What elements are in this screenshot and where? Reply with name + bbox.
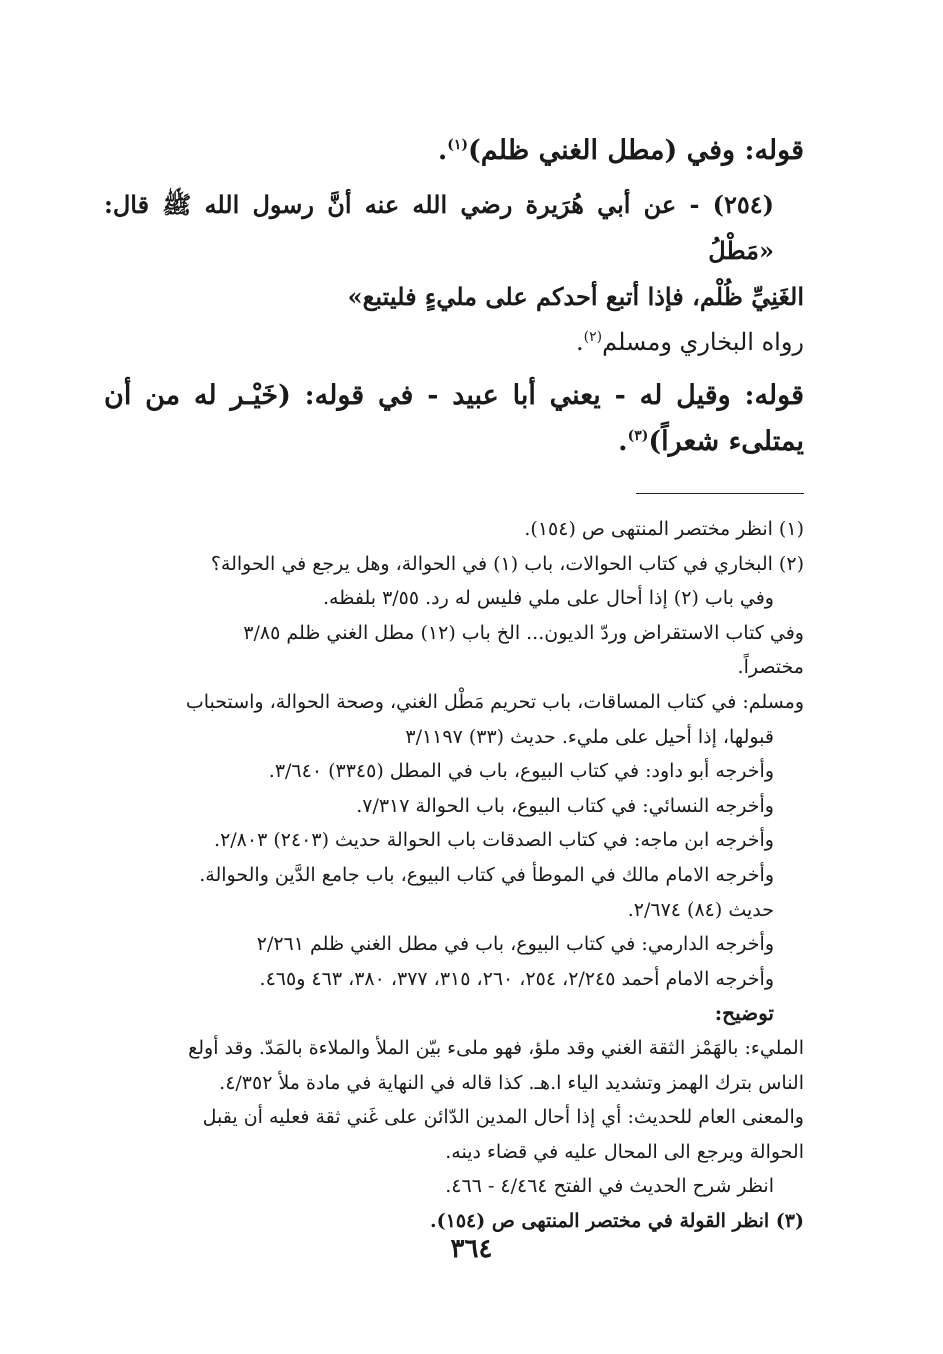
footnote-line: توضيح: xyxy=(714,1001,774,1026)
footnote-line: وأخرجه النسائي: في كتاب البيوع، باب الحوالة ٧/٣١٧. xyxy=(356,794,774,817)
footnote-line: الحوالة ويرجع الى المحال عليه في قضاء دينه. xyxy=(445,1140,804,1163)
heading-2-line-1-text: قوله: وقيل له - يعني أبا عبيد - في قوله: (خَيْـر له من أن xyxy=(104,380,804,411)
hadith-source-text: رواه البخاري ومسلم xyxy=(602,328,804,356)
footnote-line: (١) انظر مختصر المنتهى ص (١٥٤). xyxy=(524,518,804,540)
heading-abu-ubaid-line-1 xyxy=(104,373,804,419)
footnote-line: انظر شرح الحديث في الفتح ٤/٤٦٤ - ٤٦٦. xyxy=(445,1175,774,1198)
hadith-source-end: . xyxy=(576,328,584,356)
footnote-ref-1: (١) xyxy=(447,137,469,153)
footnote-line: الناس بترك الهمز وتشديد الياء ا.هـ. كذا قاله في النهاية في مادة ملأ ٤/٣٥٢. xyxy=(219,1071,804,1094)
footnote-line: (٢) البخاري في كتاب الحوالات، باب (١) في الحوالة، وهل يرجع في الحوالة؟ xyxy=(210,552,804,575)
footnote-ref-2: (٢) xyxy=(583,329,603,345)
heading-2-line-2-text: يمتلىء شعراً) xyxy=(648,426,804,457)
footnote-line: وأخرجه أبو داود: في كتاب البيوع، باب في المطل (٣٣٤٥) ٣/٦٤٠. xyxy=(268,760,774,783)
heading-1-end: . xyxy=(437,135,448,166)
hadith-source xyxy=(104,320,804,365)
hadith-line-2-text: الغَنِيِّ ظُلْم، فإذا أتبع أحدكم على مليءٍ فليتبع» xyxy=(347,282,804,311)
footnote-line: وفي كتاب الاستقراض وردّ الديون... الخ باب (١٢) مطل الغني ظلم ٣/٨٥ xyxy=(243,621,804,644)
footnote-line: حديث (٨٤) ٢/٦٧٤. xyxy=(627,898,774,921)
heading-mutl-al-ghani xyxy=(104,128,804,174)
footnote-separator xyxy=(636,493,804,494)
hadith-line-2 xyxy=(104,274,804,320)
heading-2-end: . xyxy=(618,426,628,457)
main-text xyxy=(104,128,804,465)
footnote-line: وأخرجه الامام أحمد ٢/٢٤٥، ٢٥٤، ٢٦٠، ٣١٥، ٣٧٧، ٣٨٠، ٤٦٣ و٤٦٥. xyxy=(259,967,774,990)
page-content xyxy=(104,128,804,1238)
heading-abu-ubaid-line-2 xyxy=(104,419,804,465)
footnote-line: مختصراً. xyxy=(737,656,804,679)
footnote-line: ومسلم: في كتاب المساقات، باب تحريم مَطْل الغني، وصحة الحوالة، واستحباب xyxy=(185,690,804,713)
footnote-line: وأخرجه الامام مالك في الموطأ في كتاب البيوع، باب جامع الدَّين والحوالة. xyxy=(199,863,774,886)
heading-1-text: قوله: وفي (مطل الغني ظلم) xyxy=(468,135,804,166)
footnote-line: وفي باب (٢) إذا أحال على ملي فليس له رد. ٣/٥٥ بلفظه. xyxy=(323,587,774,610)
footnote-line: قبولها، إذا أحيل على مليء. حديث (٣٣) ٣/١١٩٧ xyxy=(405,725,774,748)
footnote-line: وأخرجه الدارمي: في كتاب البيوع، باب في مطل الغني ظلم ٢/٢٦١ xyxy=(256,933,774,956)
page-number: ٣٦٤ xyxy=(450,1234,493,1264)
hadith-line-1 xyxy=(104,182,804,274)
footnote-line: المليء: بالهَمْز الثقة الغني وقد ملؤ، فهو ملىء بيّن الملأ والملاءة بالمَدّ. وقد أولع xyxy=(188,1036,804,1059)
footnote-line: (٣) انظر القولة في مختصر المنتهى ص (١٥٤). xyxy=(430,1209,804,1232)
footnote-line: وأخرجه ابن ماجه: في كتاب الصدقات باب الحوالة حديث (٢٤٠٣) ٢/٨٠٣. xyxy=(214,829,774,852)
footnote-ref-3: (٣) xyxy=(627,428,649,444)
hadith-line-1-text: (٢٥٤) - عن أبي هُرَيرة رضي الله عنه أنَّ رسول الله ﷺ قال: «مَطْلُ xyxy=(104,190,774,265)
footnotes xyxy=(104,512,804,1238)
footnote-line: والمعنى العام للحديث: أي إذا أحال المدين الدّائن على غَني ثقة فعليه أن يقبل xyxy=(202,1106,804,1129)
